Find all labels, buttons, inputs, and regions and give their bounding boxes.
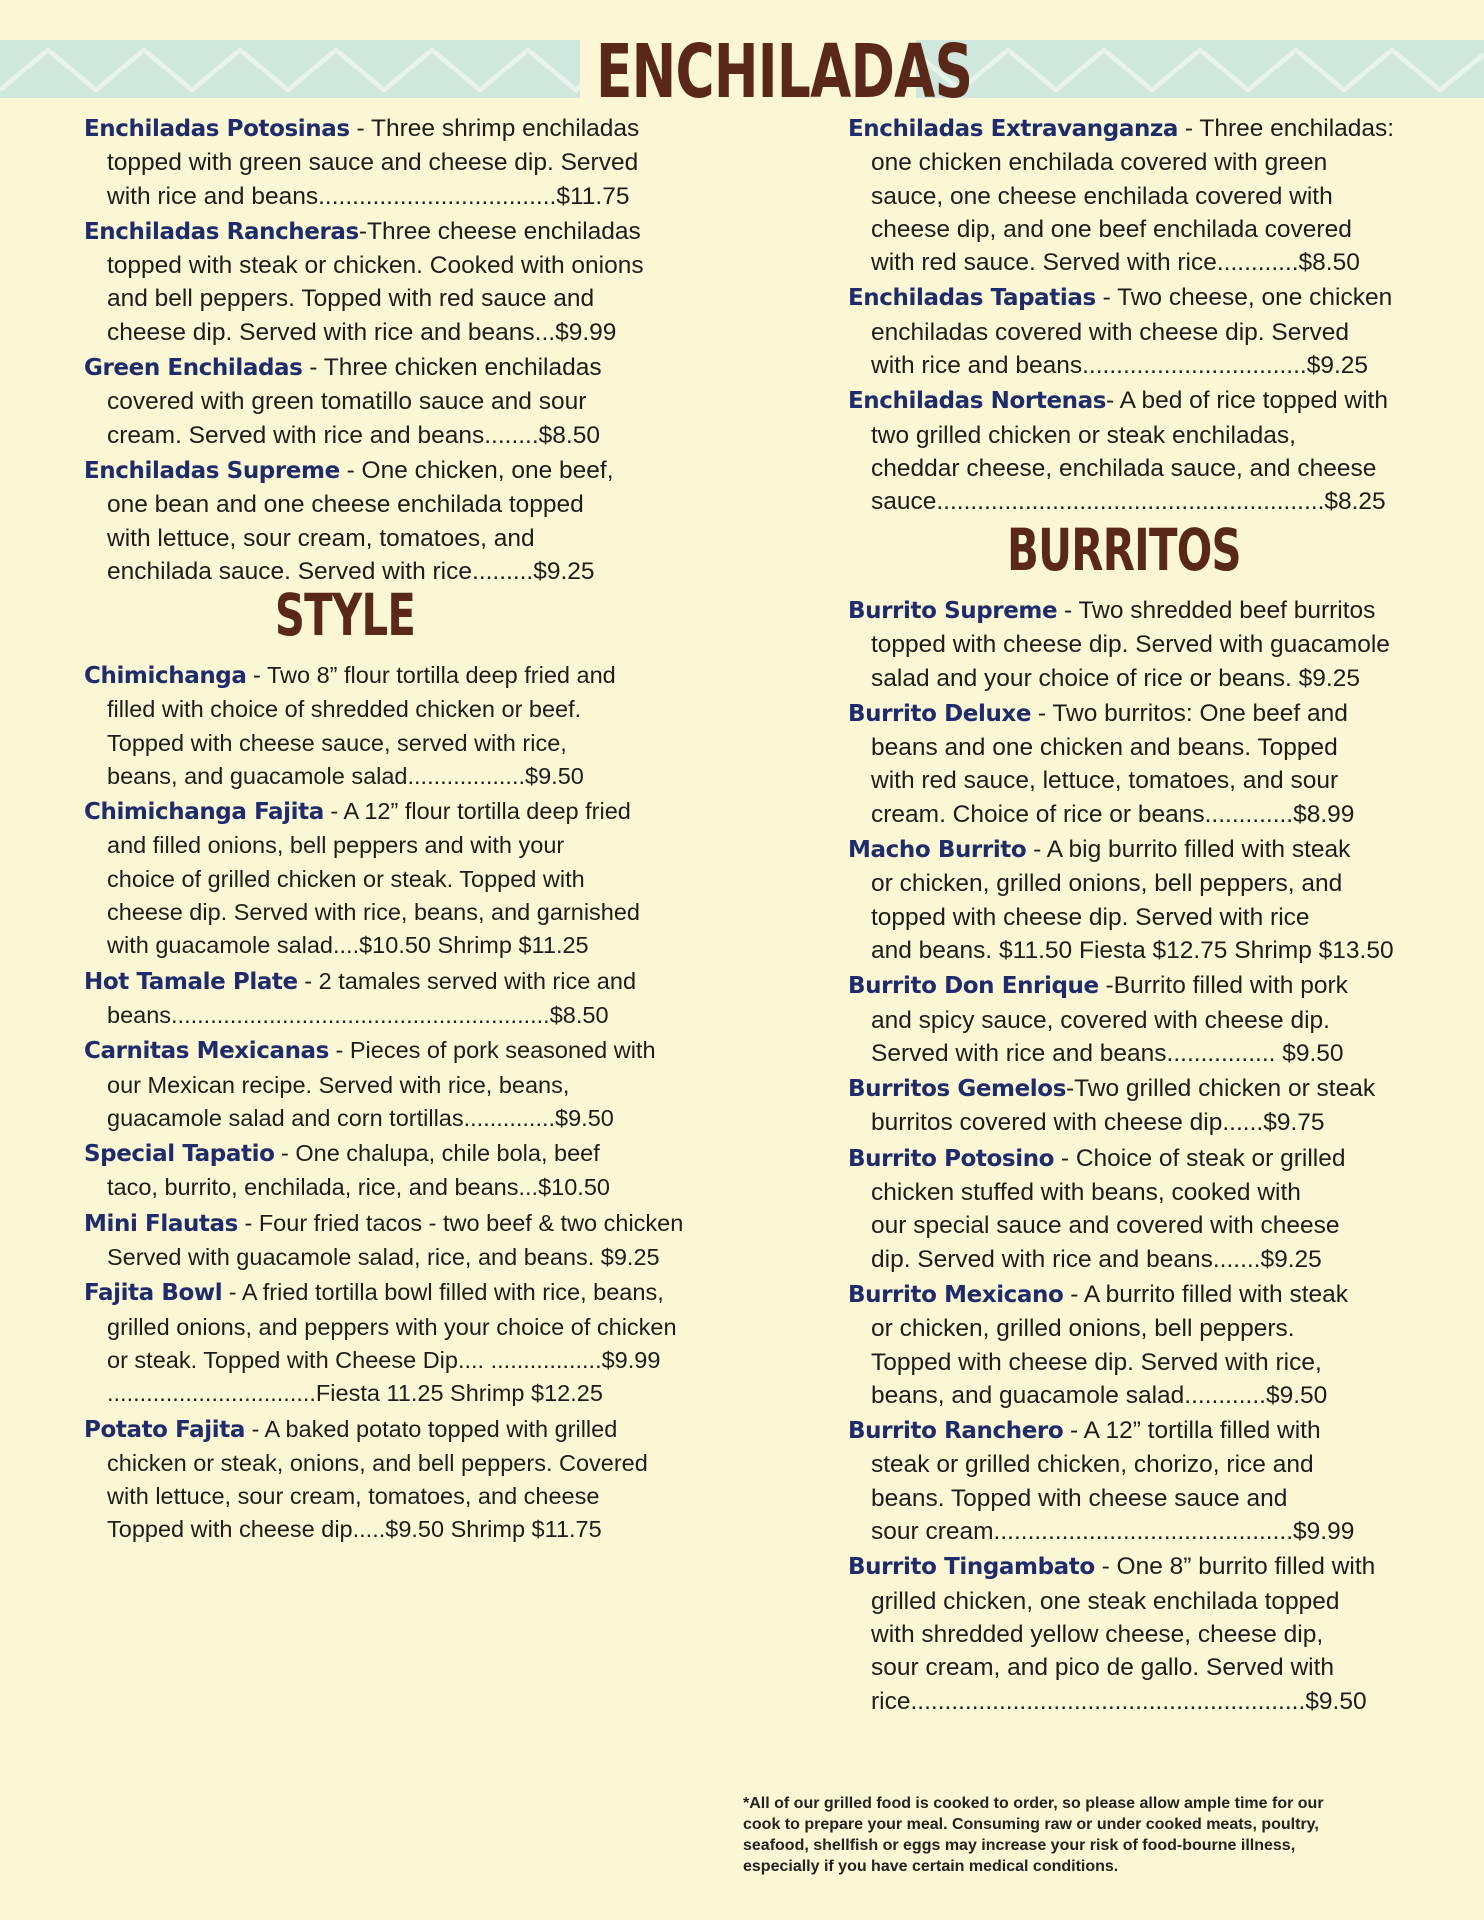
menu-item-description: and beans. $11.50 Fiesta $12.75 Shrimp $13.50 (871, 936, 1394, 964)
enchiladas-column-left (84, 112, 644, 590)
menu-item-description: - One 8” burrito filled with (1094, 1553, 1376, 1581)
menu-item-description: -Three cheese enchiladas (358, 217, 641, 245)
menu-item-description: - Two cheese, one chicken (1095, 284, 1393, 312)
menu-item-description: our Mexican recipe. Served with rice, beans, (107, 1071, 570, 1098)
menu-item-name: Burrito Deluxe (848, 700, 1032, 727)
style-column (84, 659, 684, 1549)
menu-item-description: two grilled chicken or steak enchiladas, (871, 421, 1296, 449)
section-heading-burritos: BURRITOS (1007, 516, 1241, 584)
menu-item-description: -Burrito filled with pork (1098, 972, 1348, 1000)
menu-item-description: Topped with cheese dip.....$9.50 Shrimp $11.75 (107, 1516, 602, 1543)
menu-item-description: - Two burritos: One beef and (1031, 699, 1348, 727)
menu-item (84, 659, 640, 793)
menu-item-name: Carnitas Mexicanas (84, 1038, 329, 1065)
menu-item-description: - 2 tamales served with rice and (297, 967, 637, 994)
menu-item (84, 454, 640, 588)
menu-item (848, 969, 1414, 1070)
menu-item-description: - One chalupa, chile bola, beef (274, 1140, 600, 1167)
menu-item-description: Topped with cheese dip. Served with rice, (871, 1348, 1322, 1376)
menu-item-description: cream. Served with rice and beans........$8.50 (107, 421, 600, 449)
menu-item-name: Burrito Mexicano (848, 1281, 1064, 1308)
menu-item-description: topped with steak or chicken. Cooked with onions (107, 252, 644, 280)
menu-item-name: Enchiladas Supreme (84, 457, 340, 484)
menu-item-name: Burrito Supreme (848, 598, 1058, 624)
section-heading-enchiladas: ENCHILADAS (596, 29, 973, 115)
section-heading-style: STYLE (274, 581, 416, 649)
menu-item-description: - One chicken, one beef, (339, 456, 614, 484)
menu-item-description: beans, and guacamole salad..................$9.50 (107, 762, 584, 789)
menu-item-description: cheddar cheese, enchilada sauce, and cheese (871, 454, 1377, 482)
menu-item-description: with guacamole salad....$10.50 Shrimp $11.25 (107, 932, 589, 959)
menu-item-description: choice of grilled chicken or steak. Topped with (107, 865, 585, 892)
menu-item-description: - Three enchiladas: (1178, 115, 1395, 142)
menu-item-description: grilled chicken, one steak enchilada topped (871, 1587, 1340, 1615)
menu-item (848, 594, 1414, 695)
menu-item-description: - A 12” tortilla filled with (1063, 1417, 1321, 1445)
menu-item-description: - Three shrimp enchiladas (349, 115, 640, 142)
menu-item-description: dip. Served with rice and beans.......$9.25 (871, 1245, 1322, 1273)
menu-item-description: - Three chicken enchiladas (302, 354, 602, 382)
menu-item-description: with red sauce, lettuce, tomatoes, and sour (871, 767, 1339, 795)
menu-item-name: Special Tapatio (84, 1141, 275, 1168)
menu-item-description: sour cream............................................$9.99 (871, 1518, 1355, 1546)
menu-item-name: Burrito Potosino (848, 1145, 1055, 1172)
menu-item-description: steak or grilled chicken, chorizo, rice and (871, 1451, 1314, 1479)
menu-item-description: with lettuce, sour cream, tomatoes, and (107, 524, 535, 552)
menu-item-description: cheese dip, and one beef enchilada covered (871, 215, 1352, 243)
menu-item (848, 384, 1404, 518)
menu-item-description: - A big burrito filled with steak (1026, 836, 1351, 864)
menu-item-description: taco, burrito, enchilada, rice, and beans...$10.50 (107, 1174, 610, 1201)
menu-item-description: - Four fried tacos - two beef & two chicken (237, 1209, 684, 1236)
menu-item-name: Potato Fajita (84, 1416, 245, 1443)
menu-item-name: Chimichanga Fajita (84, 799, 324, 826)
menu-item-name: Chimichanga (84, 663, 247, 689)
menu-item (848, 833, 1414, 967)
menu-item-name: Enchiladas Rancheras (84, 218, 359, 245)
menu-item-description: with rice and beans...................................$11.75 (107, 182, 630, 210)
menu-item (848, 1414, 1414, 1548)
menu-item (848, 697, 1414, 831)
menu-item (848, 1142, 1414, 1276)
menu-item-description: ................................Fiesta 11.25 Shrimp $12.25 (107, 1380, 603, 1407)
menu-item-name: Enchiladas Potosinas (84, 116, 350, 142)
menu-item-description: or chicken, grilled onions, bell peppers. (871, 1315, 1295, 1343)
menu-item-description: - A bed of rice topped with (1106, 387, 1388, 415)
disclaimer-line: *All of our grilled food is cooked to order, so please allow ample time for our (743, 1795, 1324, 1812)
menu-item (848, 1072, 1414, 1140)
menu-item-description: - A 12” flour tortilla deep fried (323, 798, 631, 825)
menu-item (84, 1137, 640, 1205)
menu-item (84, 965, 640, 1033)
disclaimer-line: seafood, shellfish or eggs may increase your risk of food-bourne illness, (743, 1837, 1296, 1854)
menu-item-description: - A baked potato topped with grilled (244, 1415, 618, 1442)
menu-item-description: sauce.........................................................$8.25 (871, 488, 1386, 516)
menu-item-description: - Two 8” flour tortilla deep fried and (246, 662, 616, 688)
menu-item-name: Burrito Ranchero (848, 1418, 1064, 1445)
menu-item-name: Fajita Bowl (84, 1280, 223, 1307)
menu-item-description: - A burrito filled with steak (1063, 1280, 1349, 1308)
menu-item-description: enchilada sauce. Served with rice.........$9.25 (107, 557, 595, 585)
menu-item-description: beans, and guacamole salad............$9.50 (871, 1381, 1328, 1409)
menu-item (84, 1276, 677, 1410)
menu-item-description: with lettuce, sour cream, tomatoes, and cheese (107, 1483, 600, 1510)
menu-item-description: and filled onions, bell peppers and with your (107, 832, 565, 859)
menu-item-description: beans. Topped with cheese sauce and (871, 1484, 1288, 1512)
menu-item-name: Enchiladas Extravanganza (848, 116, 1179, 142)
menu-item (84, 1413, 648, 1547)
menu-item (84, 112, 640, 213)
menu-item-description: - Two shredded beef burritos (1057, 597, 1376, 624)
menu-item-description: our special sauce and covered with cheese (871, 1212, 1340, 1240)
menu-item (848, 112, 1404, 279)
menu-item-description: beans and one chicken and beans. Topped (871, 734, 1338, 762)
menu-item-description: -Two grilled chicken or steak (1066, 1075, 1376, 1103)
menu-item-description: chicken stuffed with beans, cooked with (871, 1179, 1301, 1207)
menu-item-description: cream. Choice of rice or beans.............$8.99 (871, 800, 1355, 828)
menu-item-description: salad and your choice of rice or beans. $9.25 (871, 664, 1360, 692)
disclaimer-line: especially if you have certain medical conditions. (743, 1858, 1119, 1875)
menu-item-description: sauce, one cheese enchilada covered with (871, 182, 1333, 210)
menu-item-description: - Choice of steak or grilled (1054, 1144, 1346, 1172)
menu-item-description: Served with guacamole salad, rice, and beans. $9.25 (107, 1244, 660, 1271)
menu-item-description: with red sauce. Served with rice............$8.50 (871, 249, 1360, 277)
menu-item-description: - A fried tortilla bowl filled with rice, beans, (222, 1279, 664, 1306)
menu-item-description: topped with cheese dip. Served with guacamole (871, 631, 1390, 659)
menu-item-description: covered with green tomatillo sauce and sour (107, 388, 587, 416)
menu-item-description: Topped with cheese sauce, served with rice, (107, 729, 567, 756)
menu-item-name: Macho Burrito (848, 837, 1027, 864)
menu-item-description: Served with rice and beans................ $9.50 (871, 1039, 1344, 1067)
menu-item-name: Mini Flautas (84, 1210, 238, 1237)
menu-item-name: Burrito Don Enrique (848, 973, 1099, 1000)
menu-item-description: burritos covered with cheese dip......$9.75 (871, 1109, 1325, 1137)
food-safety-disclaimer (743, 1793, 1448, 1877)
menu-item-name: Green Enchiladas (84, 355, 303, 382)
menu-item-name: Burrito Tingambato (848, 1554, 1095, 1581)
menu-item (84, 351, 640, 452)
menu-item-description: or chicken, grilled onions, bell peppers, and (871, 870, 1343, 898)
menu-item-name: Enchiladas Nortenas (848, 388, 1107, 415)
menu-item-description: cheese dip. Served with rice and beans...$9.99 (107, 318, 617, 346)
menu-item-description: with shredded yellow cheese, cheese dip, (871, 1620, 1324, 1648)
menu-item-description: or steak. Topped with Cheese Dip.... .................$9.99 (107, 1346, 661, 1373)
menu-item (848, 1278, 1414, 1412)
menu-item-description: topped with green sauce and cheese dip. Served (107, 149, 639, 177)
menu-item-description: chicken or steak, onions, and bell peppers. Covered (107, 1449, 648, 1476)
menu-item-name: Hot Tamale Plate (84, 968, 298, 995)
menu-item-description: one chicken enchilada covered with green (871, 149, 1328, 177)
menu-item-description: beans..........................................................$8.50 (107, 1001, 609, 1028)
menu-item-description: and bell peppers. Topped with red sauce and (107, 285, 595, 313)
menu-item (848, 281, 1404, 382)
menu-item-description: - Pieces of pork seasoned with (328, 1037, 656, 1064)
menu-item-description: grilled onions, and peppers with your choice of chicken (107, 1313, 677, 1340)
enchiladas-column-right (848, 112, 1404, 521)
disclaimer-line: cook to prepare your meal. Consuming raw or under cooked meats, poultry, (743, 1816, 1319, 1833)
menu-item-description: and spicy sauce, covered with cheese dip. (871, 1006, 1330, 1034)
menu-item (84, 1034, 656, 1135)
menu-item (84, 795, 640, 962)
menu-item-description: cheese dip. Served with rice, beans, and garnished (107, 899, 640, 926)
burritos-column (848, 594, 1414, 1720)
menu-item (84, 215, 644, 349)
menu-item-description: rice..........................................................$9.50 (871, 1687, 1367, 1715)
menu-item (84, 1207, 684, 1275)
menu-item (848, 1550, 1414, 1717)
menu-item-description: with rice and beans.................................$9.25 (871, 352, 1369, 380)
menu-item-description: guacamole salad and corn tortillas..............$9.50 (107, 1104, 614, 1131)
menu-item-name: Burritos Gemelos (848, 1076, 1066, 1103)
menu-item-description: enchiladas covered with cheese dip. Served (871, 318, 1350, 346)
menu-item-description: topped with cheese dip. Served with rice (871, 903, 1310, 931)
menu-item-description: one bean and one cheese enchilada topped (107, 491, 584, 519)
menu-item-description: sour cream, and pico de gallo. Served with (871, 1654, 1335, 1682)
menu-item-name: Enchiladas Tapatias (848, 285, 1096, 312)
menu-item-description: filled with choice of shredded chicken or beef. (107, 696, 582, 723)
